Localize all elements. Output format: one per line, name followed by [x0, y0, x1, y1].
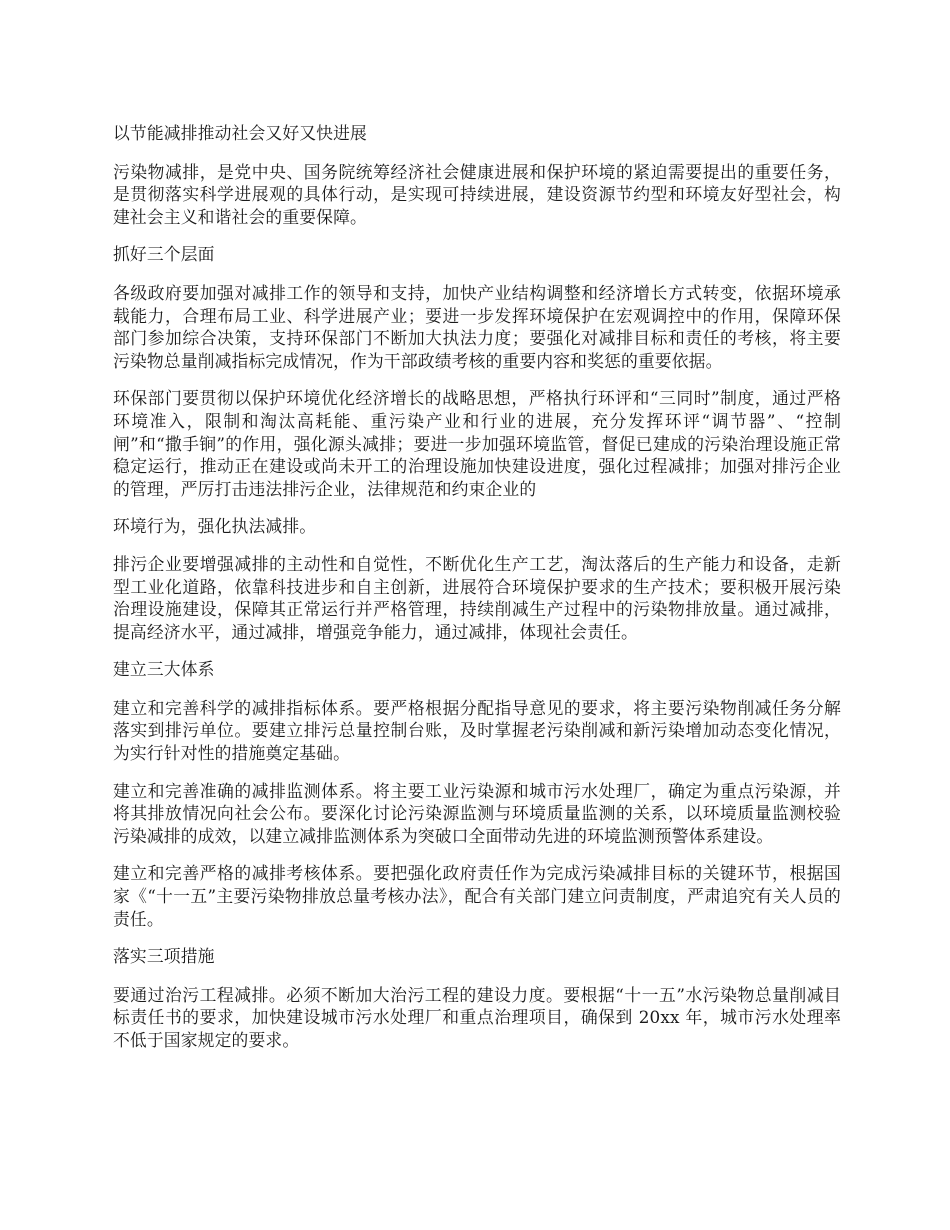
paragraph: 建立和完善严格的减排考核体系。要把强化政府责任作为完成污染减排目标的关键环节，根据国家《“十一五”主要污染物排放总量考核办法》，配合有关部门建立问责制度，严肃追究有关人员的责任。	[113, 863, 841, 929]
paragraph: 建立和完善科学的减排指标体系。要严格根据分配指导意见的要求，将主要污染物削减任务分解落实到排污单位。要建立排污总量控制台账，及时掌握老污染削减和新污染增加动态变化情况，为实行针对性的措施奠定基础。	[113, 697, 841, 764]
paragraph: 环保部门要贯彻以保护环境优化经济增长的战略思想，严格执行环评和“三同时”制度，通过严格环境准入，限制和淘汰高耗能、重污染产业和行业的进展，充分发挥环评“调节器”、“控制闸”和“撒手锏”的作用，强化源头减排；要进一步加强环境监管，督促已建成的污染治理设施正常稳定运行，推动正在建设或尚未开工的治理设施加快建设进度，强化过程减排；加强对排污企业的管理，严厉打击违法排污企业，法律规范和约束企业的	[113, 388, 841, 499]
paragraph: 要通过治污工程减排。必须不断加大治污工程的建设力度。要根据“十一五”水污染物总量削减目标责任书的要求，加快建设城市污水处理厂和重点治理项目，确保到 20xx 年，城市污水处理率不低于国家规定的要求。	[113, 984, 841, 1050]
paragraph: 环境行为，强化执法减排。	[113, 516, 317, 537]
paragraph: 建立和完善准确的减排监测体系。将主要工业污染源和城市污水处理厂，确定为重点污染源，并将其排放情况向社会公布。要深化讨论污染源监测与环境质量监测的关系，以环境质量监测校验污染减排的成效，以建立减排监测体系为突破口全面带动先进的环境监测预警体系建设。	[113, 780, 841, 846]
section-heading: 抓好三个层面	[113, 244, 215, 265]
paragraph: 各级政府要加强对减排工作的领导和支持，加快产业结构调整和经济增长方式转变，依据环境承载能力，合理布局工业、科学进展产业；要进一步发挥环境保护在宏观调控中的作用，保障环保部门参加综合决策，支持环保部门不断加大执法力度；要强化对减排目标和责任的考核，将主要污染物总量削减指标完成情况，作为干部政绩考核的重要内容和奖惩的重要依据。	[113, 282, 841, 371]
document-title: 以节能减排推动社会又好又快进展	[113, 123, 367, 143]
paragraph: 排污企业要增强减排的主动性和自觉性，不断优化生产工艺，淘汰落后的生产能力和设备，走新型工业化道路，依靠科技进步和自主创新，进展符合环境保护要求的生产技术；要积极开展污染治理设施建设，保障其正常运行并严格管理，持续削减生产过程中的污染物排放量。通过减排，提高经济水平，通过减排，增强竞争能力，通过减排，体现社会责任。	[113, 553, 841, 642]
document-body	[113, 122, 841, 1067]
section-heading: 落实三项措施	[113, 946, 215, 967]
paragraph: 污染物减排，是党中央、国务院统筹经济社会健康进展和保护环境的紧迫需要提出的重要任务，是贯彻落实科学进展观的具体行动，是实现可持续进展，建设资源节约型和环境友好型社会，构建社会主义和谐社会的重要保障。	[113, 161, 841, 227]
section-heading: 建立三大体系	[113, 659, 215, 680]
